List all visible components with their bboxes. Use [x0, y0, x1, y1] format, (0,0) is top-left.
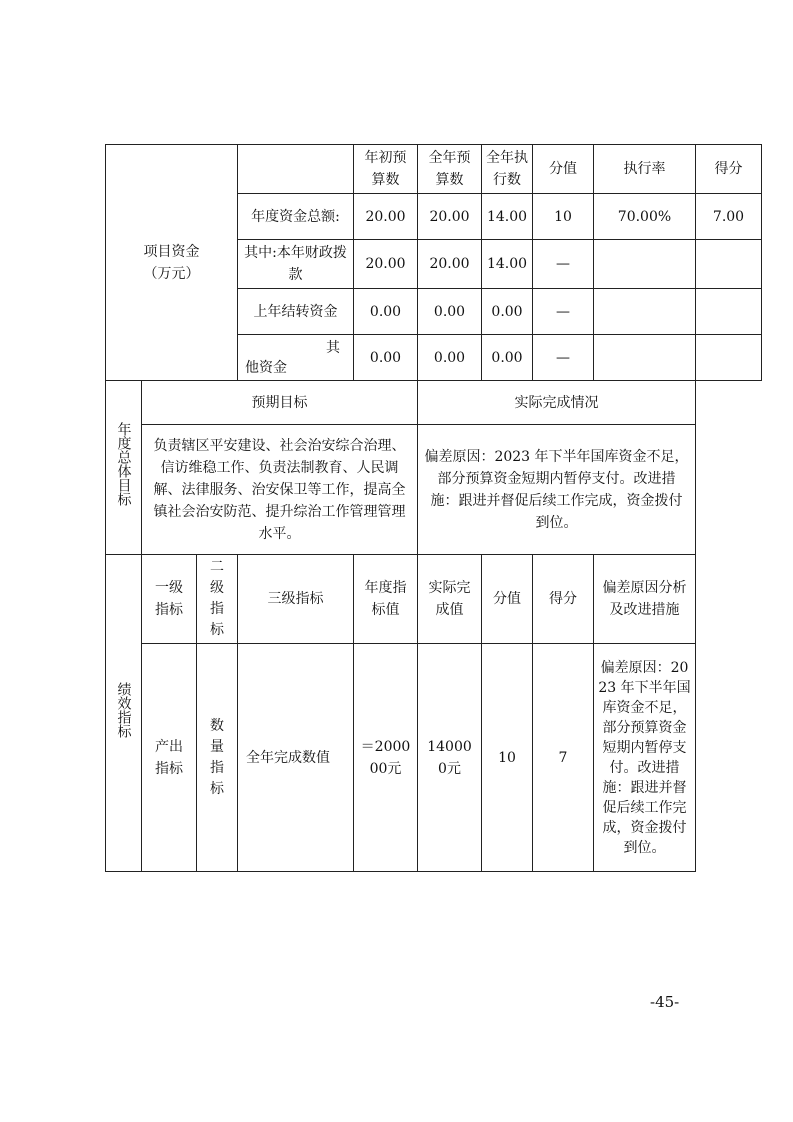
funds-row-fiscal-score	[696, 240, 762, 289]
row-actual: 140000元	[418, 644, 482, 872]
funds-row-total-rate: 70.00%	[594, 194, 696, 240]
funds-row-carryover-exec: 0.00	[482, 289, 533, 335]
performance-label-text: 绩效指标	[115, 681, 132, 738]
funds-row-total-init: 20.00	[354, 194, 418, 240]
funds-row-fiscal-exec: 14.00	[482, 240, 533, 289]
header-deviation: 偏差原因分析及改进措施	[594, 555, 696, 644]
header-level3: 三级指标	[238, 555, 354, 644]
funds-row-other-label-b: 他资金	[245, 359, 287, 376]
row-score: 7	[533, 644, 594, 872]
actual-completion-header: 实际完成情况	[418, 381, 696, 425]
funds-row-total-exec: 14.00	[482, 194, 533, 240]
row-level1: 产出指标	[142, 644, 197, 872]
funds-row-fiscal-init: 20.00	[354, 240, 418, 289]
funds-row-other-init: 0.00	[354, 335, 418, 381]
header-level1: 一级指标	[142, 555, 197, 644]
row-deviation: 偏差原因：2023 年下半年国库资金不足，部分预算资金短期内暂停支付。改进措施：跟进并督促后续工作完成，资金拨付到位。	[594, 644, 696, 872]
row-target: ＝200000元	[354, 644, 418, 872]
funds-row-other-annual: 0.00	[418, 335, 482, 381]
funds-label	[106, 145, 238, 381]
expected-goal-text: 负责辖区平安建设、社会治安综合治理、信访维稳工作、负责法制教育、人民调解、法律服务、治安保卫等工作，提高全镇社会治安防范、提升综治工作管理管理水平。	[142, 425, 418, 555]
performance-table	[105, 144, 762, 872]
funds-row-other-exec: 0.00	[482, 335, 533, 381]
row-level3: 全年完成数值	[238, 644, 354, 872]
annual-goal-label-text: 年度总体目标	[115, 422, 132, 506]
funds-header-annual: 全年预算数	[418, 145, 482, 194]
funds-row-fiscal-score-value: —	[533, 240, 594, 289]
funds-header-rate: 执行率	[594, 145, 696, 194]
funds-row-fiscal-annual: 20.00	[418, 240, 482, 289]
funds-row-carryover-label: 上年结转资金	[238, 289, 354, 335]
funds-row-carryover-init: 0.00	[354, 289, 418, 335]
funds-row-fiscal-rate	[594, 240, 696, 289]
funds-label-text: 项目资金 （万元）	[143, 243, 200, 282]
performance-label	[106, 555, 142, 872]
funds-header-exec: 全年执行数	[482, 145, 533, 194]
header-score-value: 分值	[482, 555, 533, 644]
funds-row-carryover-score-value: —	[533, 289, 594, 335]
funds-row-total-score-value: 10	[533, 194, 594, 240]
header-score: 得分	[533, 555, 594, 644]
header-target: 年度指标值	[354, 555, 418, 644]
funds-row-other-label	[238, 335, 354, 381]
expected-goal-header: 预期目标	[142, 381, 418, 425]
header-actual: 实际完成值	[418, 555, 482, 644]
funds-row-fiscal-label: 其中:本年财政拨款	[238, 240, 354, 289]
funds-row-carryover-annual: 0.00	[418, 289, 482, 335]
funds-header-score-value: 分值	[533, 145, 594, 194]
funds-header-blank	[238, 145, 354, 194]
funds-row-other-label-a: 其	[326, 339, 340, 356]
funds-row-other-score	[696, 335, 762, 381]
page-number: -45-	[650, 993, 680, 1011]
row-level2: 数量指标	[197, 644, 238, 872]
annual-goal-label	[106, 381, 142, 555]
funds-row-carryover-score	[696, 289, 762, 335]
funds-row-total-label: 年度资金总额:	[238, 194, 354, 240]
header-level2: 二级指标	[197, 555, 238, 644]
funds-header-init: 年初预算数	[354, 145, 418, 194]
funds-row-total-annual: 20.00	[418, 194, 482, 240]
funds-row-other-rate	[594, 335, 696, 381]
funds-header-score: 得分	[696, 145, 762, 194]
funds-row-carryover-rate	[594, 289, 696, 335]
funds-row-other-score-value: —	[533, 335, 594, 381]
funds-row-total-score: 7.00	[696, 194, 762, 240]
row-score-value: 10	[482, 644, 533, 872]
actual-completion-text: 偏差原因：2023 年下半年国库资金不足，部分预算资金短期内暂停支付。改进措施：跟进并督促后续工作完成，资金拨付到位。	[418, 425, 696, 555]
